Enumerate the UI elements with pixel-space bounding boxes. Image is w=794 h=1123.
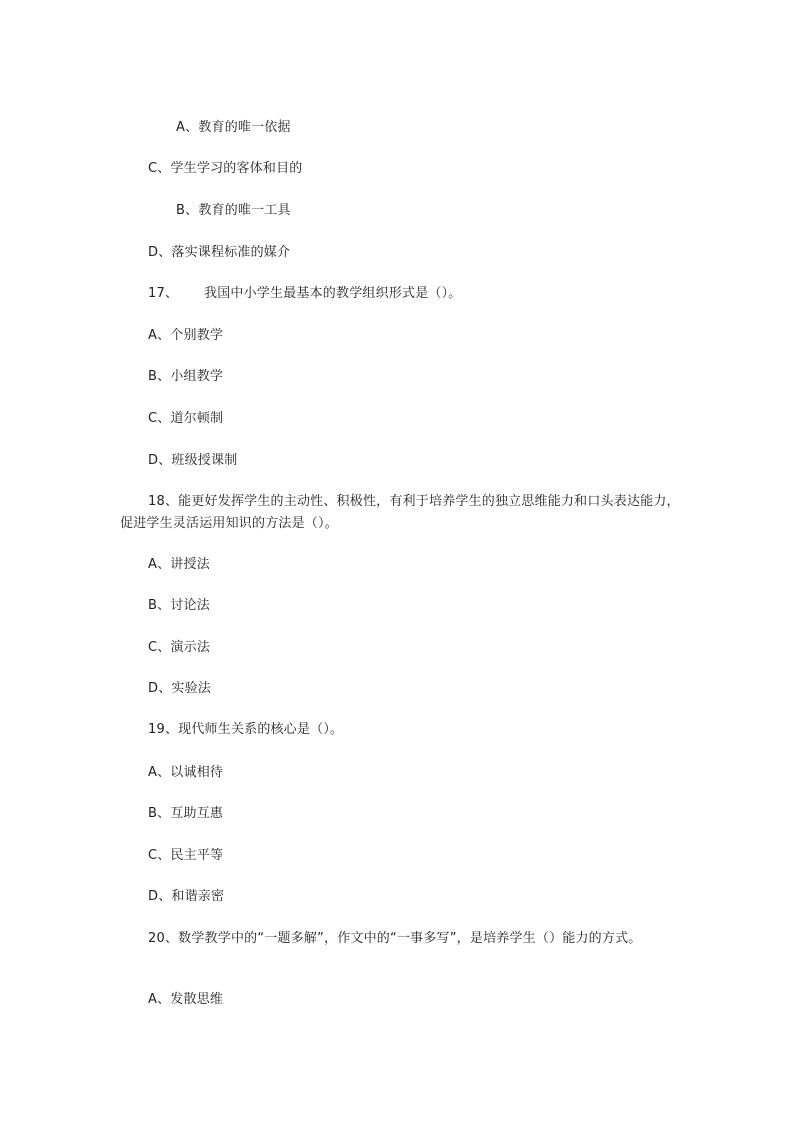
q17-option-a: A、个别教学 bbox=[148, 328, 224, 343]
q16-option-a: A、教育的唯一依据 bbox=[176, 120, 291, 135]
q16-option-d: D、落实课程标准的媒介 bbox=[148, 245, 291, 260]
q19-option-a: A、以诚相待 bbox=[148, 765, 224, 780]
q17-question bbox=[148, 285, 462, 303]
q18-option-b: B、讨论法 bbox=[148, 598, 210, 613]
q19-option-b: B、互助互惠 bbox=[148, 806, 224, 821]
q17-text: 我国中小学生最基本的教学组织形式是（）。 bbox=[204, 286, 462, 301]
q16-option-b: B、教育的唯一工具 bbox=[176, 203, 291, 218]
q17-option-c: C、道尔顿制 bbox=[148, 411, 224, 426]
q19-option-c: C、民主平等 bbox=[148, 848, 224, 863]
q18-option-a: A、讲授法 bbox=[148, 557, 210, 572]
q18-option-c: C、演示法 bbox=[148, 640, 211, 655]
q20-question: 20、数学教学中的“一题多解”，作文中的“一事多写”，是培养学生（）能力的方式。 bbox=[148, 931, 642, 946]
q19-question: 19、现代师生关系的核心是（）。 bbox=[148, 722, 344, 737]
q17-number: 17、 bbox=[148, 286, 179, 301]
q20-option-a: A、发散思维 bbox=[148, 992, 224, 1007]
q17-option-d: D、班级授课制 bbox=[148, 453, 238, 468]
q19-option-d: D、和谐亲密 bbox=[148, 889, 225, 904]
q18-question: 18、能更好发挥学生的主动性、积极性，有利于培养学生的独立思维能力和口头表达能力，促进学生灵活运用知识的方法是（）。 bbox=[120, 494, 680, 531]
q16-option-c: C、学生学习的客体和目的 bbox=[148, 161, 303, 176]
q17-option-b: B、小组教学 bbox=[148, 369, 224, 384]
q18-option-d: D、实验法 bbox=[148, 681, 212, 696]
